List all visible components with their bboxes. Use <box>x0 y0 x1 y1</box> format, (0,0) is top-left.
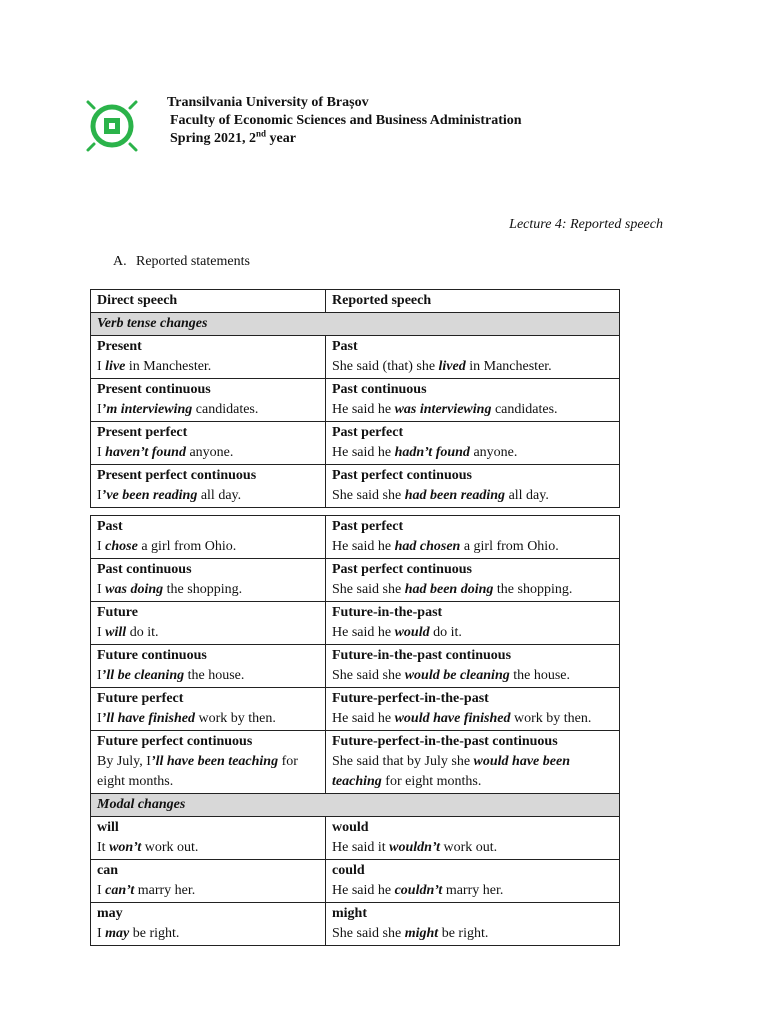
reported-example-sentence: He said he couldn’t marry her. <box>332 883 504 898</box>
direct-example-sentence: I’ll be cleaning the house. <box>97 668 245 683</box>
direct-example-sentence: I’ve been reading all day. <box>97 488 242 503</box>
reported-cell <box>326 379 620 422</box>
direct-cell <box>91 688 326 731</box>
direct-example-sentence: I haven’t found anyone. <box>97 445 234 460</box>
direct-example-sentence: I’ll have finished work by then. <box>97 711 276 726</box>
header-direct-speech: Direct speech <box>91 290 326 313</box>
direct-example-sentence: I live in Manchester. <box>97 359 212 374</box>
direct-cell <box>91 645 326 688</box>
reported-example-sentence: She said she would be cleaning the house. <box>332 668 570 683</box>
reported-cell <box>326 602 620 645</box>
direct-tense-label: may <box>97 906 123 921</box>
reported-example-sentence: He said he had chosen a girl from Ohio. <box>332 539 559 554</box>
direct-tense-label: Future perfect <box>97 691 184 706</box>
term-line: Spring 2021, 2nd year <box>170 128 296 146</box>
reported-cell <box>326 903 620 946</box>
reported-example-sentence: He said he was interviewing candidates. <box>332 402 558 417</box>
table-row <box>91 731 620 794</box>
reported-tense-label: Future-perfect-in-the-past continuous <box>332 734 558 749</box>
table-body <box>91 336 620 508</box>
table-row <box>91 379 620 422</box>
direct-cell <box>91 860 326 903</box>
direct-tense-label: can <box>97 863 118 878</box>
reported-example-sentence: He said he would do it. <box>332 625 462 640</box>
reported-cell <box>326 645 620 688</box>
direct-cell <box>91 731 326 794</box>
header-reported-speech: Reported speech <box>326 290 620 313</box>
direct-example-sentence: I may be right. <box>97 926 180 941</box>
reported-tense-label: Future-in-the-past continuous <box>332 648 512 663</box>
reported-example-sentence: She said she had been doing the shopping. <box>332 582 573 597</box>
reported-tense-label: Past perfect continuous <box>332 562 472 577</box>
reported-cell <box>326 559 620 602</box>
reported-example-sentence: She said (that) she lived in Manchester. <box>332 359 552 374</box>
direct-tense-label: Past continuous <box>97 562 192 577</box>
direct-tense-label: Past <box>97 519 123 534</box>
direct-tense-label: Present continuous <box>97 382 211 397</box>
reported-example-sentence: He said it wouldn’t work out. <box>332 840 498 855</box>
reported-tense-label: might <box>332 906 367 921</box>
table-row <box>91 559 620 602</box>
direct-cell <box>91 602 326 645</box>
table-row <box>91 602 620 645</box>
table-row <box>91 516 620 559</box>
university-logo <box>82 96 142 156</box>
direct-cell <box>91 903 326 946</box>
direct-cell <box>91 516 326 559</box>
modal-table-body <box>91 817 620 946</box>
reported-tense-label: Future-perfect-in-the-past <box>332 691 489 706</box>
direct-tense-label: Present perfect <box>97 425 188 440</box>
lecture-title: Lecture 4: Reported speech <box>509 217 663 232</box>
table-row <box>91 645 620 688</box>
reported-cell <box>326 422 620 465</box>
direct-example-sentence: I will do it. <box>97 625 159 640</box>
table-row <box>91 688 620 731</box>
reported-example-sentence: She said that by July she would have been teaching for eight months. <box>332 754 570 789</box>
reported-cell <box>326 516 620 559</box>
verb-tense-table-2 <box>90 515 620 946</box>
direct-tense-label: Present perfect continuous <box>97 468 257 483</box>
category-row <box>91 794 620 817</box>
reported-cell <box>326 465 620 508</box>
direct-example-sentence: By July, I’ll have been teaching for eight months. <box>97 754 298 789</box>
reported-tense-label: could <box>332 863 365 878</box>
reported-tense-label: Past perfect <box>332 519 404 534</box>
category-verb-tense-changes: Verb tense changes <box>91 313 620 336</box>
reported-cell <box>326 817 620 860</box>
direct-cell <box>91 465 326 508</box>
table-row <box>91 860 620 903</box>
reported-cell <box>326 336 620 379</box>
reported-tense-label: Past <box>332 339 358 354</box>
direct-example-sentence: I was doing the shopping. <box>97 582 243 597</box>
direct-tense-label: Future perfect continuous <box>97 734 253 749</box>
university-name: Transilvania University of Brașov <box>167 95 369 110</box>
direct-cell <box>91 559 326 602</box>
reported-cell <box>326 731 620 794</box>
direct-tense-label: will <box>97 820 119 835</box>
table-body <box>91 516 620 794</box>
category-modal-changes: Modal changes <box>91 794 620 817</box>
reported-tense-label: Past continuous <box>332 382 427 397</box>
direct-example-sentence: I chose a girl from Ohio. <box>97 539 237 554</box>
table-row <box>91 903 620 946</box>
table-header-row <box>91 290 620 313</box>
section-heading: A. Reported statements <box>113 254 250 269</box>
reported-example-sentence: He said he hadn’t found anyone. <box>332 445 518 460</box>
direct-cell <box>91 379 326 422</box>
document-header <box>167 94 522 148</box>
faculty-name: Faculty of Economic Sciences and Business Administration <box>170 113 522 128</box>
table-row <box>91 336 620 379</box>
direct-tense-label: Present <box>97 339 142 354</box>
table-row <box>91 465 620 508</box>
direct-example-sentence: I can’t marry her. <box>97 883 196 898</box>
reported-cell <box>326 688 620 731</box>
reported-example-sentence: He said he would have finished work by then. <box>332 711 592 726</box>
reported-cell <box>326 860 620 903</box>
verb-tense-table-1 <box>90 289 620 508</box>
direct-cell <box>91 817 326 860</box>
direct-cell <box>91 336 326 379</box>
direct-example-sentence: I’m interviewing candidates. <box>97 402 259 417</box>
reported-tense-label: Past perfect continuous <box>332 468 472 483</box>
reported-tense-label: would <box>332 820 369 835</box>
category-row <box>91 313 620 336</box>
table-row <box>91 817 620 860</box>
direct-tense-label: Future continuous <box>97 648 207 663</box>
reported-example-sentence: She said she had been reading all day. <box>332 488 549 503</box>
table-row <box>91 422 620 465</box>
direct-cell <box>91 422 326 465</box>
reported-example-sentence: She said she might be right. <box>332 926 489 941</box>
direct-example-sentence: It won’t work out. <box>97 840 199 855</box>
reported-tense-label: Past perfect <box>332 425 404 440</box>
direct-tense-label: Future <box>97 605 138 620</box>
reported-tense-label: Future-in-the-past <box>332 605 443 620</box>
